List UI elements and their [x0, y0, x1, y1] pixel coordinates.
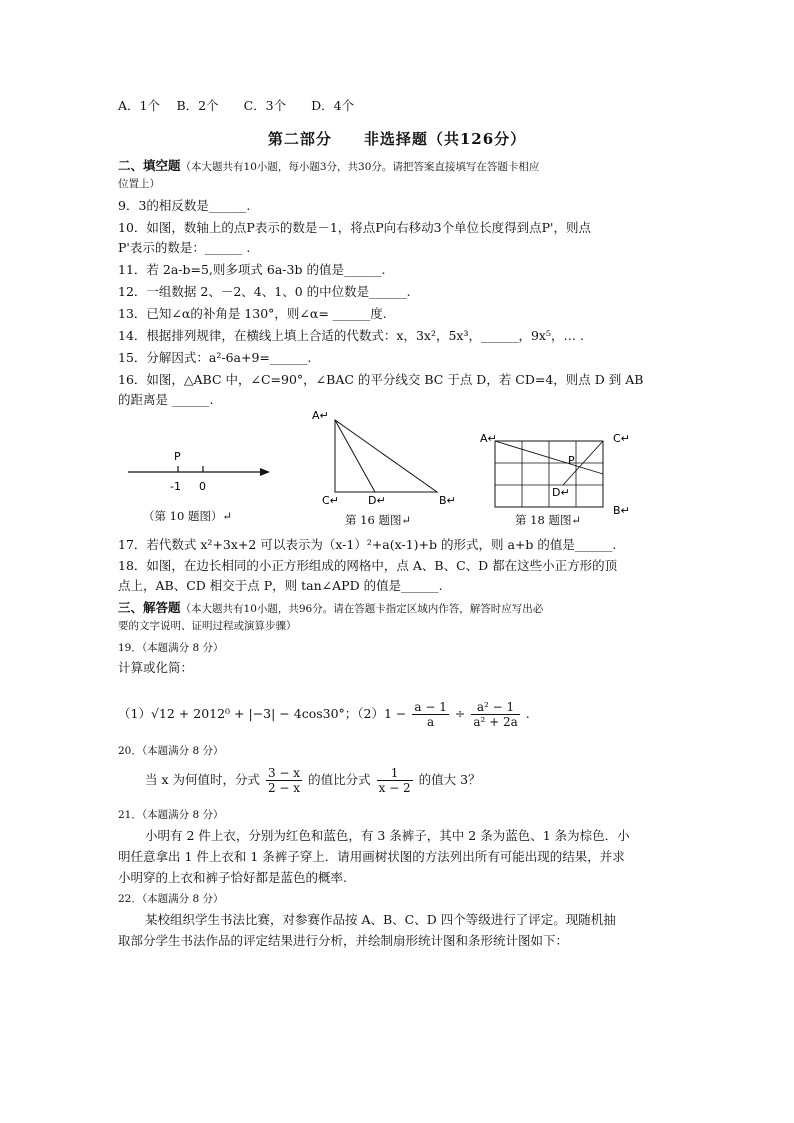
q21-line3: 小明穿的上衣和裤子恰好都是蓝色的概率. [118, 870, 347, 885]
q18-line1: 18．如图，在边长相同的小正方形组成的网格中，点 A、B、C、D 都在这些小正方形的顶 [118, 558, 618, 573]
q22-line2: 取部分学生书法作品的评定结果进行分析，并绘制扇形统计图和条形统计图如下： [118, 933, 569, 948]
q9: 9．3的相反数是______. [118, 198, 251, 213]
figure-16-triangle [310, 405, 460, 510]
q17: 17．若代数式 x²+3x+2 可以表示为（x-1）²+a(x-1)+b 的形式，则 a+b 的值是______. [118, 537, 617, 552]
section2-note: 位置上） [118, 178, 160, 190]
q19-expression: （1）√12 + 2012⁰ + |−3| − 4cos30°；（2）1 − $\frac{a - 1}{a}$ ÷ $\frac{\text{a² − 1}}{\text{a² + 2a}}$ . [118, 700, 530, 729]
figure-18-grid [478, 428, 638, 518]
q21-line1: 小明有 2 件上衣，分别为红色和蓝色，有 3 条裤子，其中 2 条为蓝色、1 条为棕色．小 [145, 828, 630, 843]
q10-line2: P'表示的数是：______ . [118, 240, 251, 255]
section3-note: 要的文字说明、证明过程或演算步骤） [118, 620, 297, 632]
section2-heading: 二、填空题（本大题共有10小题，每小题3分，共30分。请把答案直接填写在答题卡相应 [118, 158, 540, 173]
section3-heading: 三、解答题（本大题共有10小题，共96分。请在答题卡指定区域内作答，解答时应写出必 [118, 600, 544, 615]
q21-heading: 21．（本题满分 8 分） [118, 809, 224, 821]
figure-18-caption: 第 18 题图↵ [515, 513, 582, 527]
q13: 13．已知∠α的补角是 130°，则∠α= ______度. [118, 306, 387, 321]
point-c-label: C↵ [613, 432, 630, 445]
q18-line2: 点上，AB、CD 相交于点 P，则 tan∠APD 的值是______. [118, 578, 443, 593]
q20-heading: 20．（本题满分 8 分） [118, 745, 224, 757]
q11: 11．若 2a-b=5,则多项式 6a-3b 的值是______. [118, 262, 386, 277]
point-a-label: A↵ [480, 432, 497, 445]
vertex-b-label: B↵ [439, 494, 456, 507]
figure-16-caption: 第 16 题图↵ [345, 513, 412, 527]
q21-line2: 明任意拿出 1 件上衣和 1 条裤子穿上．请用画树状图的方法列出所有可能出现的结果，并求 [118, 849, 625, 864]
q22-heading: 22．（本题满分 8 分） [118, 893, 224, 905]
q22-line1: 某校组织学生书法比赛，对参赛作品按 A、B、C、D 四个等级进行了评定。现随机抽 [145, 912, 616, 927]
tick-minus1-label: -1 [170, 480, 181, 493]
tick-0-label: 0 [199, 480, 206, 493]
q8-options: A．1个 B．2个 C．3个 D．4个 [118, 98, 355, 113]
part-title: 第二部分 非选择题（共126分） [267, 130, 527, 148]
vertex-c-label: C↵ [322, 494, 339, 507]
q10-line1: 10．如图，数轴上的点P表示的数是－1，将点P向右移动3个单位长度得到点P'，则点 [118, 220, 591, 235]
q16-line2: 的距离是 ______. [118, 392, 214, 407]
point-p-label: P [568, 454, 575, 467]
figure-10-number-line [120, 440, 280, 500]
q16-line1: 16．如图，△ABC 中，∠C=90°，∠BAC 的平分线交 BC 于点 D，若 CD=4，则点 D 到 AB [118, 372, 644, 387]
q15: 15．分解因式：a²-6a+9=______. [118, 350, 312, 365]
point-d-label: D↵ [368, 494, 386, 507]
point-p-label: P [174, 450, 181, 463]
q19-heading: 19．（本题满分 8 分） [118, 642, 224, 654]
point-b-label: B↵ [613, 504, 630, 517]
q20-text: 当 x 为何值时，分式 $\frac{3 - x}{2 - x}$ 的值比分式 $\frac{1}{x - 2}$ 的值大 3？ [145, 766, 481, 795]
q12: 12．一组数据 2、－2、4、1、0 的中位数是______. [118, 284, 411, 299]
vertex-a-label: A↵ [312, 409, 329, 422]
figure-10-caption: （第 10 题图）↵ [143, 509, 233, 523]
point-d-label: D↵ [552, 486, 570, 499]
q19-instruction: 计算或化简： [118, 660, 194, 675]
q14: 14．根据排列规律，在横线上填上合适的代数式：x，3x²，5x³，______，9x⁵，… . [118, 328, 584, 343]
